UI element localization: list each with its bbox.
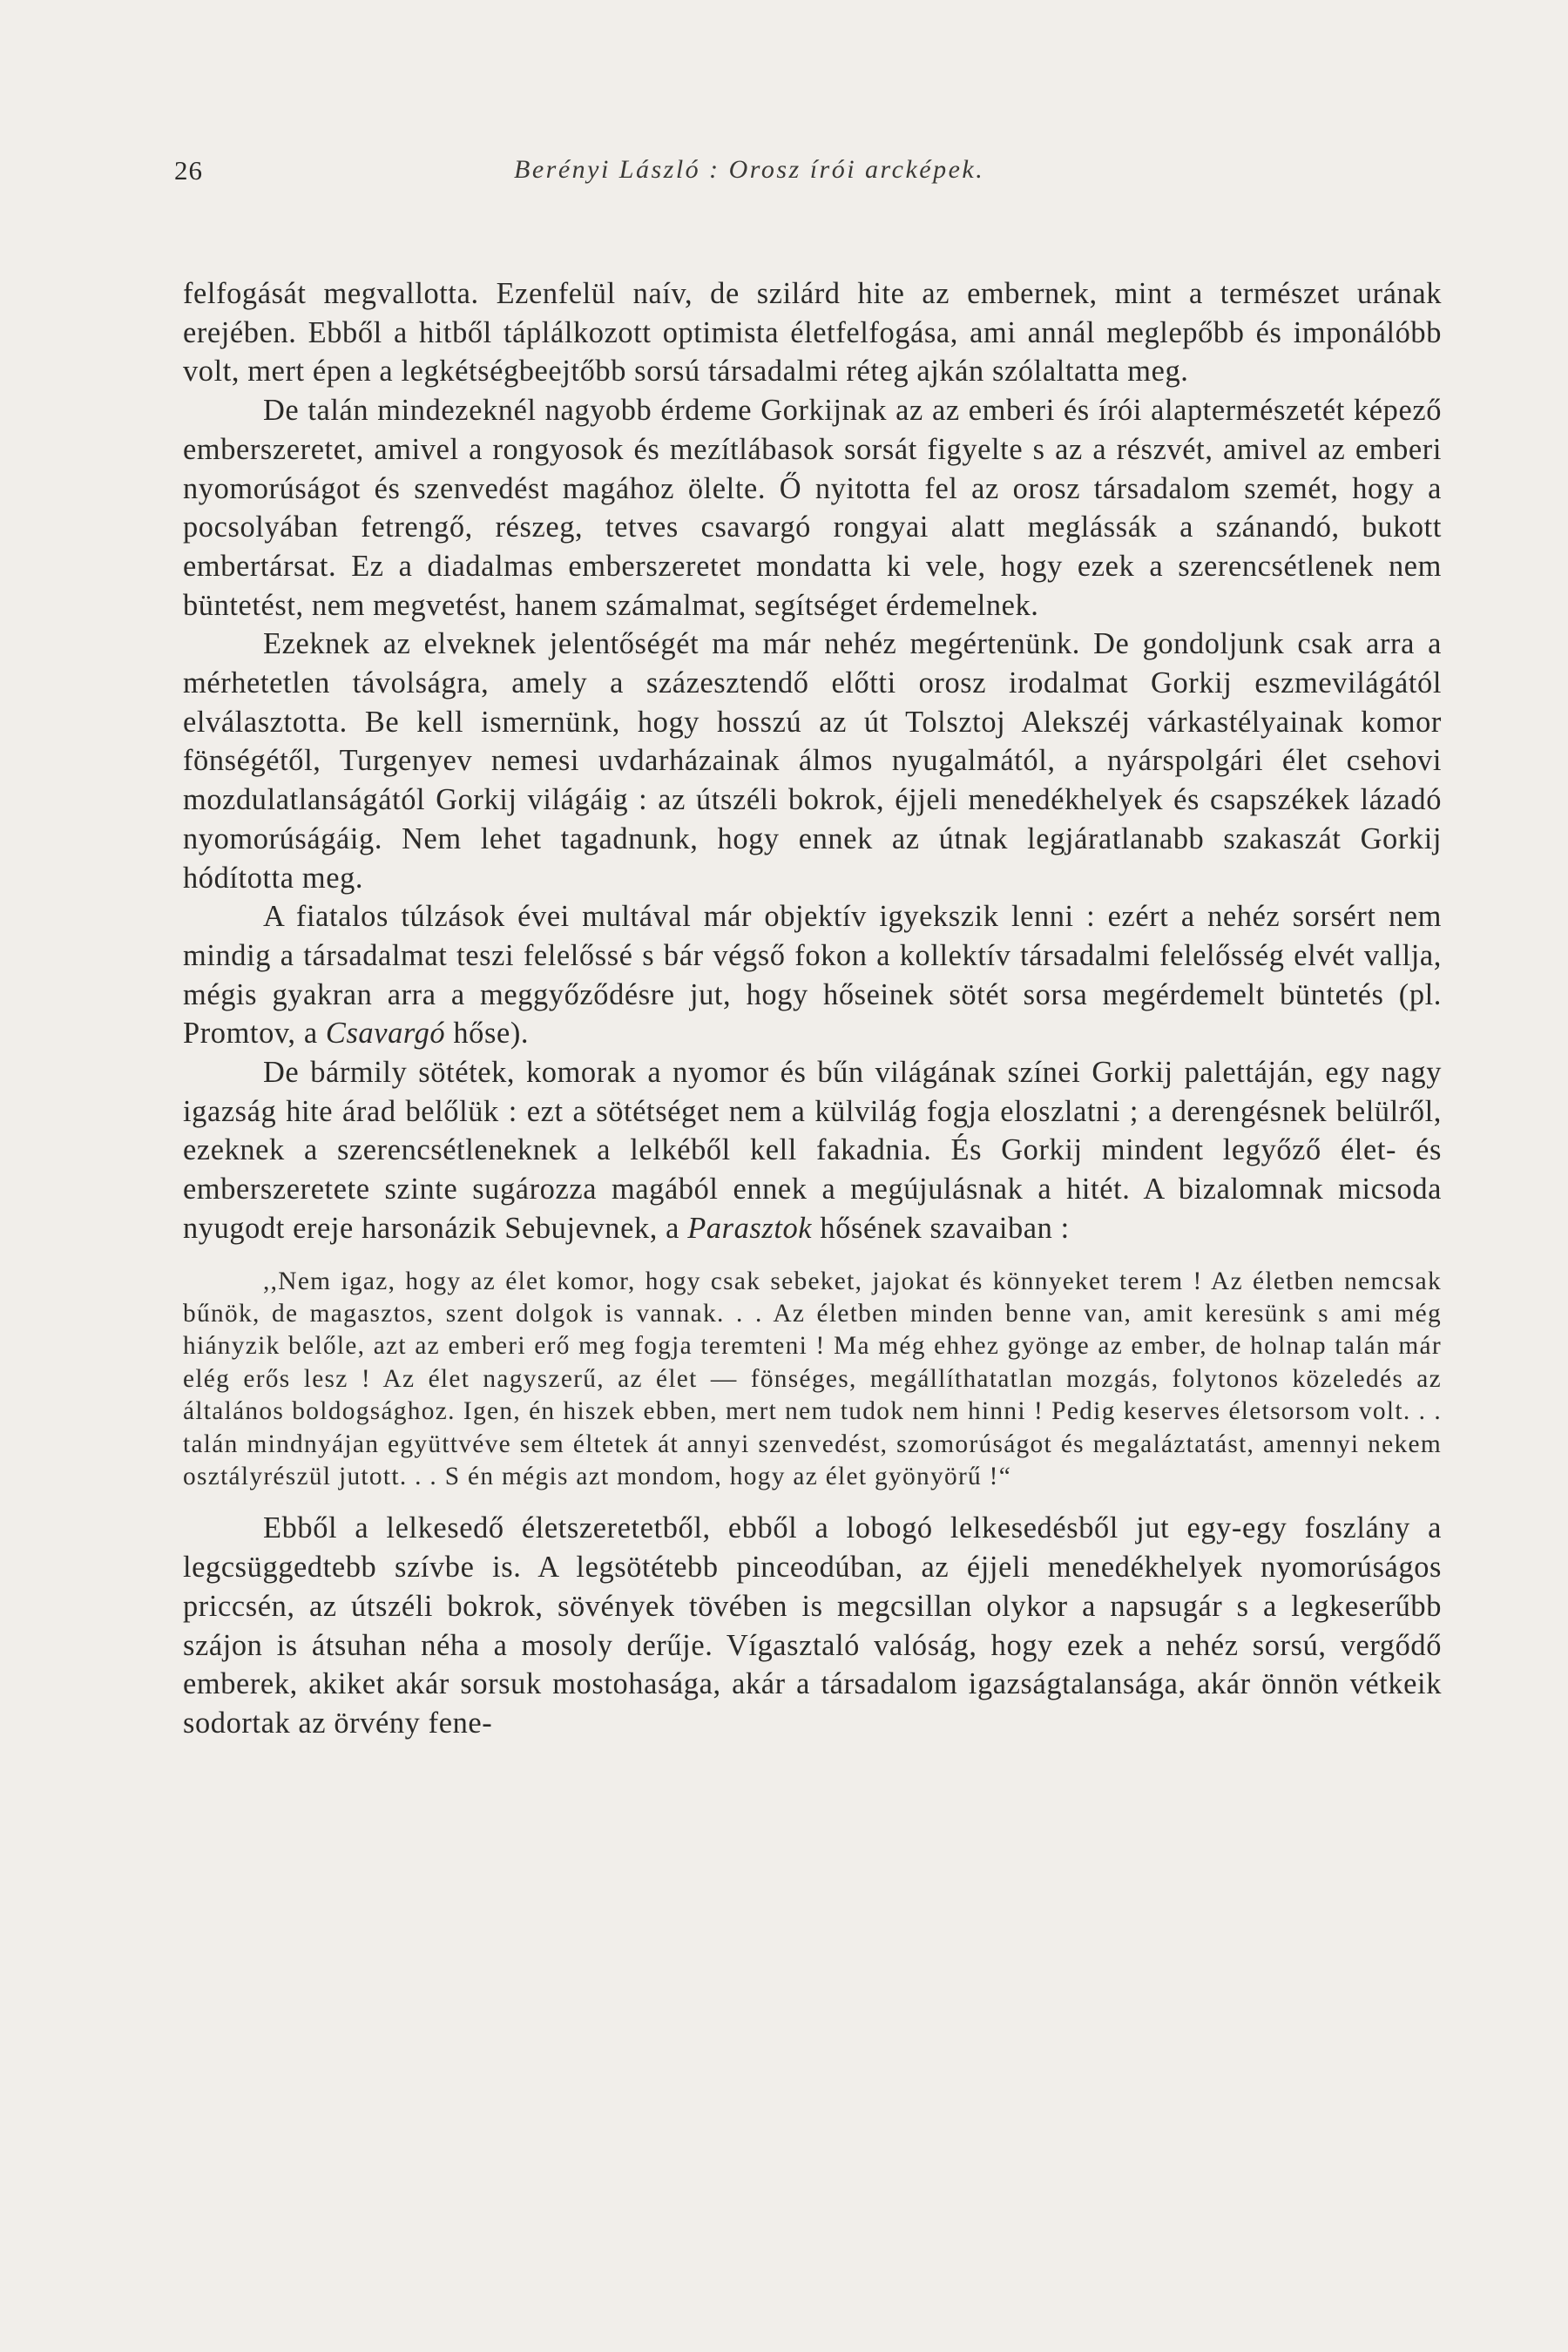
block-quote: ,,Nem igaz, hogy az élet komor, hogy csak sebeket, jajokat és könnyeket terem ! Az életben nemcsak bűnök, de magasztos, szent dolgok is vannak. . . Az életben minden benne van, amit keresünk s ami még hiányzik belőle, azt az emberi erő meg fogja teremteni ! Ma még ehhez gyönge az ember, de holnap talán már elég erős lesz ! Az élet nagyszerű, az élet — fönséges, megállíthatatlan mozgás, folytonos közeledés az általános boldogsághoz. Igen, én hiszek ebben, mert nem tudok nem hinni ! Pedig keserves életsorsom volt. . . talán mindnyájan együttvéve sem éltetek át annyi szenvedést, szomorúságot és megaláztatást, amennyi nekem osztályrészül jutott. . . S én mégis azt mondom, hogy az élet gyönyörű !“ (183, 1267, 1442, 1491)
paragraph-4-text: A fiatalos túlzások évei multával már objektív igyekszik lenni : ezért a nehéz sorsért nem mindig a társadalmat teszi felelőssé s bár végső fokon a kollektív társadalmi felelősség elvét vallja, mégis gyakran arra a meggyőződésre jut, hogy hőseinek sötét sorsa megérdemelt büntetés (pl. Promtov, a (183, 900, 1442, 1051)
paragraph-5-text: De bármily sötétek, komorak a nyomor és bűn világának színei Gorkij palettáján, egy nagy igazság hite árad belőlük : ezt a sötétséget nem a külvilág fogja eloszlatni ; a derengésnek belülről, ezeknek a szerencsétleneknek a lelkéből kell fakadnia. És Gorkij mindent legyőző élet- és emberszeretete szinte sugározza magából ennek a megújulásnak a hitét. A bizalomnak micsoda nyugodt ereje harsonázik Sebujevnek, a (183, 1056, 1442, 1245)
paragraph-2: De talán mindezeknél nagyobb érdeme Gorkijnak az az emberi és írói alaptermészetét képező emberszeretet, amivel a rongyosok és mezítlábasok sorsát figyelte s az a részvét, amivel az emberi nyomorúságot és szenvedést magához ölelte. Ő nyitotta fel az orosz társadalom szemét, hogy a pocsolyában fetrengő, részeg, tetves csavargó rongyai alatt meglássák a szánandó, bukott embertársat. Ez a diadalmas emberszeretet mondatta ki vele, hogy ezek a szerencsétlenek nem büntetést, nem megvetést, hanem számalmat, segítséget érdemelnek. (183, 394, 1442, 622)
running-title: Berényi László : Orosz írói arcképek. (514, 155, 985, 184)
paragraph-1: felfogását megvallotta. Ezenfelül naív, de szilárd hite az embernek, mint a természet urának erejében. Ebből a hitből táplálkozott optimista életfelfogása, ami annál meglepőbb és imponálóbb volt, mert épen a legkétségbeejtőbb sorsú társadalmi réteg ajkán szólaltatta meg. (183, 277, 1442, 389)
paragraph-4 (183, 897, 1442, 1053)
paragraph-5 (183, 1053, 1442, 1248)
body-text (183, 274, 1442, 1743)
work-title-parasztok: Parasztok (687, 1211, 813, 1245)
paragraph-5-end: hősének szavaiban : (812, 1211, 1070, 1245)
paragraph-6: Ebből a lelkesedő életszeretetből, ebből a lobogó lelkesedésből jut egy-egy foszlány a legcsüggedtebb szívbe is. A legsötétebb pinceodúban, az éjjeli menedékhelyek nyomorúságos priccsén, az útszéli bokrok, sövények tövében is megcsillan olykor a napsugár s a legkeserűbb szájon is átsuhan néha a mosoly derűje. Vígasztaló valóság, hogy ezek a nehéz sorsú, vergődő emberek, akiket akár sorsuk mostohasága, akár a társadalom igazságtalansága, akár önnön vétkeik sodortak az örvény fene- (183, 1511, 1442, 1740)
page-header (174, 155, 1437, 199)
work-title-csavargo: Csavargó (325, 1017, 446, 1051)
paragraph-3: Ezeknek az elveknek jelentőségét ma már nehéz megértenünk. De gondoljunk csak arra a mérhetetlen távolságra, amely a százesztendő előtti orosz irodalmat Gorkij eszmevilágától elválasztotta. Be kell ismernünk, hogy hosszú az út Tolsztoj Alekszéj várkastélyainak komor fönségétől, Turgenyev nemesi uvdarházainak álmos nyugalmától, a nyárspolgári élet csehovi mozdulatlanságától Gorkij világáig : az útszéli bokrok, éjjeli menedékhelyek és csapszékek lázadó nyomorúságáig. Nem lehet tagadnunk, hogy ennek az útnak legjáratlanabb szakaszát Gorkij hódította meg. (183, 627, 1442, 895)
page-number: 26 (174, 155, 203, 186)
paragraph-4-end: hőse). (445, 1017, 530, 1051)
